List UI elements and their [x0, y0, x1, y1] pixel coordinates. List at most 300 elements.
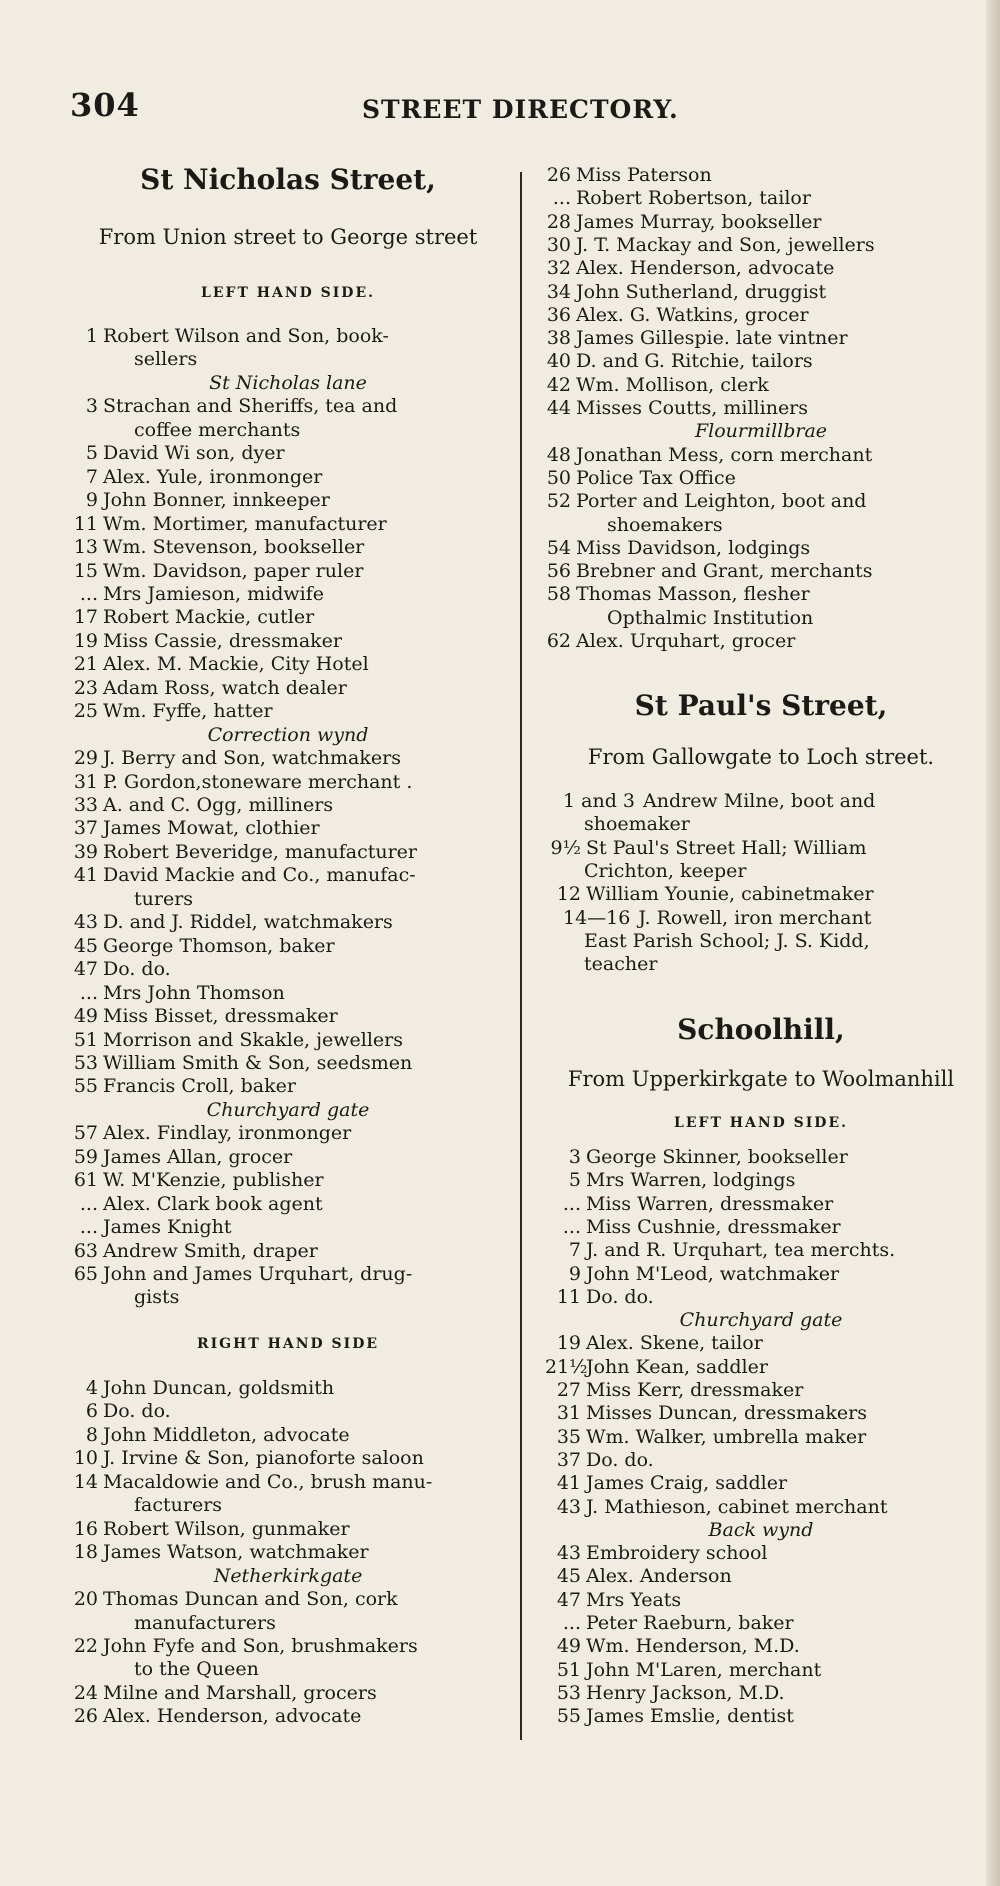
house-number: 45 — [556, 1565, 581, 1588]
directory-entry — [72, 1240, 504, 1263]
house-number: 48 — [546, 443, 571, 466]
side-heading-text: RIGHT HAND SIDE — [196, 1336, 380, 1352]
street-title-text: St Nicholas Street, — [140, 163, 436, 196]
occupant-text: Porter and Leighton, boot and — [576, 490, 867, 513]
occupant-text: Miss Cassie, dressmaker — [103, 629, 343, 652]
occupant-text: Alex. Findlay, ironmonger — [103, 1122, 352, 1145]
directory-entry — [545, 630, 977, 653]
directory-entry — [72, 677, 504, 700]
continuation-text: Crichton, keeper — [584, 859, 747, 882]
house-number: ... — [79, 1216, 98, 1239]
occupant-text: Alex. Anderson — [586, 1565, 732, 1588]
occupant-text: Do. do. — [586, 1448, 654, 1471]
directory-entry — [72, 1216, 504, 1239]
directory-entry — [72, 1122, 504, 1145]
directory-entry — [72, 513, 504, 536]
occupant-text: Wm. Stevenson, bookseller — [103, 536, 365, 559]
house-number: 30 — [546, 233, 571, 256]
occupant-text: David Mackie and Co., manufac- — [103, 864, 416, 887]
lane-name: Churchyard gate — [206, 1098, 370, 1121]
occupant-text: James Murray, bookseller — [576, 210, 822, 233]
occupant-text: James Emslie, dentist — [586, 1705, 794, 1728]
entry-continuation — [545, 930, 1000, 953]
house-number: 26 — [73, 1705, 98, 1728]
directory-entry — [545, 1565, 977, 1588]
directory-entry — [72, 771, 504, 794]
directory-entry — [72, 630, 504, 653]
directory-entry — [72, 1400, 504, 1423]
directory-entry — [545, 837, 977, 860]
house-number: 36 — [546, 303, 571, 326]
occupant-text: James Mowat, clothier — [103, 817, 320, 840]
house-number: 38 — [546, 327, 571, 350]
house-number: 1 — [85, 325, 98, 347]
entry-continuation — [545, 953, 1000, 976]
house-number: 18 — [73, 1541, 98, 1564]
house-number: 34 — [546, 280, 571, 303]
house-number: 32 — [546, 257, 571, 280]
house-number: 22 — [73, 1634, 98, 1657]
directory-entry — [545, 444, 977, 467]
lane-heading — [545, 1519, 977, 1542]
house-number: 27 — [556, 1379, 581, 1401]
street-title — [72, 164, 504, 196]
house-number: 50 — [546, 466, 571, 489]
occupant-text: J. and R. Urquhart, tea merchts. — [586, 1239, 896, 1262]
entry-continuation — [72, 1658, 566, 1681]
house-number: 43 — [556, 1542, 581, 1565]
directory-entry — [545, 1542, 977, 1565]
house-number: 23 — [73, 676, 98, 699]
house-number: 56 — [546, 560, 571, 583]
directory-entry — [72, 1588, 504, 1611]
occupant-text: John Bonner, innkeeper — [103, 489, 330, 512]
directory-entry — [545, 350, 977, 373]
occupant-text: Miss Davidson, lodgings — [576, 536, 811, 559]
house-number: 63 — [73, 1239, 98, 1262]
directory-entry — [545, 164, 977, 187]
lane-heading — [545, 420, 977, 443]
directory-entry — [545, 211, 977, 234]
house-number: 53 — [73, 1051, 98, 1074]
occupant-text: John Middleton, advocate — [103, 1423, 350, 1446]
directory-entry — [72, 1705, 504, 1728]
occupant-text: William Smith & Son, seedsmen — [103, 1051, 413, 1074]
occupant-text: Miss Warren, dressmaker — [586, 1192, 834, 1215]
directory-entry — [72, 1052, 504, 1075]
occupant-text: J. Mathieson, cabinet merchant — [586, 1495, 888, 1518]
house-number: 31 — [73, 770, 98, 793]
occupant-text: Strachan and Sheriffs, tea and — [103, 395, 398, 418]
house-number: 8 — [85, 1423, 98, 1446]
directory-entry — [545, 1659, 977, 1682]
directory-entry — [72, 1471, 504, 1494]
directory-entry — [72, 982, 504, 1005]
occupant-text: Alex. Skene, tailor — [586, 1332, 763, 1355]
occupant-text: Wm. Mollison, clerk — [576, 373, 769, 396]
street-title — [545, 1014, 977, 1046]
directory-entry — [545, 187, 977, 210]
house-number: 19 — [556, 1332, 581, 1355]
house-number: 53 — [556, 1681, 581, 1704]
occupant-text: D. and J. Riddel, watchmakers — [103, 911, 393, 934]
occupant-text: John Kean, saddler — [586, 1355, 768, 1378]
house-number: 37 — [556, 1448, 581, 1471]
occupant-text: Miss Bisset, dressmaker — [103, 1005, 338, 1028]
house-number: 35 — [556, 1425, 581, 1448]
entry-continuation — [72, 419, 566, 442]
occupant-text: Andrew Smith, draper — [103, 1239, 318, 1262]
occupant-text: Alex. Henderson, advocate — [576, 257, 835, 280]
occupant-text: John Sutherland, druggist — [576, 280, 827, 303]
occupant-text: Brebner and Grant, merchants — [576, 560, 873, 583]
house-number: 9 — [85, 489, 98, 512]
house-number: 16 — [73, 1517, 98, 1540]
house-number: 9 — [568, 1262, 581, 1285]
occupant-text: John M'Laren, merchant — [586, 1658, 822, 1681]
directory-entry — [72, 817, 504, 840]
house-number: 17 — [73, 606, 98, 629]
occupant-text: Robert Mackie, cutler — [103, 606, 315, 629]
entry-continuation — [545, 514, 1000, 537]
occupant-text: W. M'Kenzie, publisher — [103, 1169, 324, 1192]
house-number: ... — [79, 582, 98, 605]
house-number: 55 — [73, 1075, 98, 1098]
house-number: 58 — [546, 583, 571, 606]
continuation-text: teacher — [584, 953, 658, 976]
occupant-text: George Thomson, baker — [103, 934, 335, 957]
directory-entry — [545, 1239, 977, 1262]
house-number: 15 — [73, 559, 98, 582]
side-heading-text: LEFT HAND SIDE. — [201, 285, 375, 301]
entry-continuation — [72, 888, 566, 911]
occupant-text: A. and C. Ogg, milliners — [103, 794, 334, 816]
directory-entry — [545, 1216, 977, 1239]
continuation-text: manufacturers — [134, 1611, 276, 1634]
occupant-text: Do. do. — [103, 958, 171, 981]
occupant-text: George Skinner, bookseller — [586, 1146, 848, 1168]
lane-heading — [72, 372, 504, 395]
house-number: 57 — [73, 1122, 98, 1145]
directory-entry — [545, 1263, 977, 1286]
directory-entry — [545, 1449, 977, 1472]
directory-entry — [72, 606, 504, 629]
house-number: 20 — [73, 1588, 98, 1611]
directory-entry — [545, 1169, 977, 1192]
occupant-text: Mrs John Thomson — [103, 981, 285, 1004]
continuation-text: facturers — [134, 1494, 223, 1517]
house-number: 7 — [85, 465, 98, 488]
entry-continuation — [545, 607, 1000, 630]
entry-continuation — [72, 1612, 566, 1635]
occupant-text: Robert Robertson, tailor — [576, 187, 811, 210]
directory-entry — [72, 794, 504, 817]
house-number: 41 — [73, 864, 98, 887]
directory-entry — [72, 653, 504, 676]
occupant-text: J. Rowell, iron merchant — [638, 906, 872, 929]
directory-entry — [545, 1356, 977, 1379]
house-number: 14 — [73, 1470, 98, 1493]
directory-entry — [545, 883, 977, 906]
house-number: 19 — [73, 629, 98, 652]
house-number: ... — [562, 1192, 581, 1215]
occupant-text: Police Tax Office — [576, 466, 736, 489]
house-number: 21 — [73, 653, 98, 676]
directory-entry — [545, 467, 977, 490]
house-number: 47 — [73, 958, 98, 981]
house-number: 7 — [568, 1239, 581, 1262]
occupant-text: William Younie, cabinetmaker — [586, 883, 874, 906]
street-extent — [545, 746, 977, 769]
house-number: 42 — [546, 373, 571, 396]
house-number: 61 — [73, 1169, 98, 1192]
directory-entry — [545, 234, 977, 257]
occupant-text: Alex. M. Mackie, City Hotel — [103, 653, 369, 676]
house-number: 31 — [556, 1402, 581, 1425]
house-number: 43 — [73, 911, 98, 934]
house-number: ... — [562, 1612, 581, 1634]
house-number: 25 — [73, 700, 98, 723]
occupant-text: Francis Croll, baker — [103, 1075, 296, 1098]
directory-entry — [72, 1377, 504, 1400]
occupant-text: Do. do. — [586, 1285, 654, 1308]
house-number: 26 — [546, 164, 571, 186]
occupant-text: James Knight — [103, 1216, 232, 1239]
occupant-text: Wm. Davidson, paper ruler — [103, 559, 364, 582]
directory-entry — [545, 1402, 977, 1425]
lane-name: Back wynd — [708, 1518, 814, 1541]
occupant-text: Alex. Urquhart, grocer — [576, 630, 796, 652]
street-extent — [72, 226, 504, 249]
street-title-text: St Paul's Street, — [634, 689, 888, 722]
street-extent — [545, 1068, 977, 1091]
street-title — [545, 690, 977, 722]
occupant-text: J. Irvine & Son, pianoforte saloon — [103, 1447, 424, 1470]
directory-entry — [72, 958, 504, 981]
house-number: 29 — [73, 747, 98, 770]
continuation-text: East Parish School; J. S. Kidd, — [584, 929, 870, 952]
occupant-text: John M'Leod, watchmaker — [586, 1262, 840, 1285]
occupant-text: John Duncan, goldsmith — [103, 1377, 335, 1399]
house-number: ... — [552, 187, 571, 210]
occupant-text: D. and G. Ritchie, tailors — [576, 350, 813, 373]
directory-entry — [545, 1193, 977, 1216]
occupant-text: Miss Kerr, dressmaker — [586, 1379, 804, 1401]
occupant-text: Do. do. — [103, 1400, 171, 1423]
occupant-text: James Gillespie. late vintner — [576, 327, 848, 350]
continuation-text: Opthalmic Institution — [607, 606, 814, 629]
lane-name: Churchyard gate — [679, 1309, 843, 1332]
occupant-text: Mrs Warren, lodgings — [586, 1169, 796, 1192]
directory-entry — [72, 864, 504, 887]
occupant-text: Miss Cushnie, dressmaker — [586, 1215, 841, 1238]
lane-heading — [545, 1309, 977, 1332]
directory-entry — [545, 790, 977, 813]
occupant-text: Alex. G. Watkins, grocer — [576, 303, 809, 326]
occupant-text: Thomas Duncan and Son, cork — [103, 1588, 398, 1611]
occupant-text: Morrison and Skakle, jewellers — [103, 1028, 404, 1051]
directory-entry — [545, 1635, 977, 1658]
house-number: 39 — [73, 840, 98, 863]
house-number: ... — [79, 981, 98, 1004]
occupant-text: John and James Urquhart, drug- — [103, 1263, 413, 1285]
directory-entry — [72, 700, 504, 723]
occupant-text: Andrew Milne, boot and — [642, 790, 876, 812]
directory-entry — [72, 442, 504, 465]
directory-entry — [545, 1332, 977, 1355]
directory-entry — [545, 537, 977, 560]
house-number: 14—16 — [563, 906, 631, 929]
running-head: STREET DIRECTORY. — [362, 95, 679, 124]
house-number: 11 — [73, 512, 98, 535]
directory-entry — [72, 1518, 504, 1541]
directory-entry — [545, 560, 977, 583]
directory-entry — [545, 1286, 977, 1309]
occupant-text: Adam Ross, watch dealer — [103, 676, 347, 699]
house-number: 1 and 3 — [563, 790, 635, 812]
occupant-text: James Watson, watchmaker — [103, 1541, 369, 1564]
occupant-text: Robert Beveridge, manufacturer — [103, 840, 418, 863]
occupant-text: Peter Raeburn, baker — [586, 1612, 794, 1634]
directory-entry — [545, 907, 977, 930]
house-number: 9½ — [550, 836, 581, 859]
page-number: 304 — [70, 86, 140, 124]
entry-continuation — [72, 1286, 566, 1309]
entry-continuation — [72, 348, 566, 371]
directory-entry — [72, 1263, 504, 1286]
side-heading — [545, 1112, 977, 1135]
house-number: 24 — [73, 1681, 98, 1704]
house-number: 59 — [73, 1145, 98, 1168]
directory-entry — [72, 325, 504, 348]
directory-entry — [545, 1682, 977, 1705]
continuation-text: shoemaker — [584, 813, 690, 836]
directory-entry — [545, 1472, 977, 1495]
directory-entry — [72, 489, 504, 512]
occupant-text: Misses Duncan, dressmakers — [586, 1402, 867, 1425]
house-number: 40 — [546, 350, 571, 373]
directory-entry — [545, 281, 977, 304]
house-number: 3 — [568, 1146, 581, 1168]
house-number: 11 — [556, 1285, 581, 1308]
directory-entry — [72, 583, 504, 606]
house-number: 54 — [546, 536, 571, 559]
occupant-text: Mrs Yeats — [586, 1588, 682, 1611]
house-number: 28 — [546, 210, 571, 233]
occupant-text: James Allan, grocer — [103, 1145, 293, 1168]
house-number: 44 — [546, 397, 571, 419]
house-number: 51 — [556, 1658, 581, 1681]
directory-entry — [545, 1146, 977, 1169]
continuation-text: gists — [134, 1286, 180, 1309]
occupant-text: Alex. Yule, ironmonger — [103, 465, 323, 488]
occupant-text: Mrs Jamieson, midwife — [103, 582, 324, 605]
lane-name: Flourmillbrae — [694, 420, 828, 443]
directory-entry — [72, 747, 504, 770]
directory-entry — [545, 583, 977, 606]
directory-entry — [72, 1169, 504, 1192]
lane-name: St Nicholas lane — [209, 371, 367, 394]
street-title-text: Schoolhill, — [677, 1013, 845, 1046]
house-number: ... — [562, 1215, 581, 1238]
directory-entry — [545, 1612, 977, 1635]
entry-continuation — [545, 813, 1000, 836]
house-number: 62 — [546, 630, 571, 652]
directory-entry — [72, 911, 504, 934]
side-heading — [72, 1333, 504, 1356]
directory-entry — [545, 1705, 977, 1728]
entry-continuation — [72, 1494, 566, 1517]
occupant-text: J. Berry and Son, watchmakers — [103, 747, 401, 770]
directory-entry — [545, 327, 977, 350]
lane-heading — [72, 724, 504, 747]
occupant-text: St Paul's Street Hall; William — [586, 836, 867, 859]
directory-entry — [545, 1379, 977, 1402]
occupant-text: Alex. Henderson, advocate — [103, 1705, 362, 1728]
lane-name: Correction wynd — [207, 723, 369, 746]
directory-entry — [72, 1424, 504, 1447]
house-number: 33 — [73, 794, 98, 816]
directory-entry — [72, 1005, 504, 1028]
house-number: 5 — [568, 1169, 581, 1192]
side-heading-text: LEFT HAND SIDE. — [674, 1115, 848, 1131]
continuation-text: sellers — [134, 348, 198, 371]
occupant-text: Jonathan Mess, corn merchant — [576, 443, 873, 466]
directory-entry — [72, 1447, 504, 1470]
occupant-text: Milne and Marshall, grocers — [103, 1681, 377, 1704]
house-number: 55 — [556, 1705, 581, 1728]
house-number: 51 — [73, 1028, 98, 1051]
directory-entry — [72, 466, 504, 489]
occupant-text: Thomas Masson, flesher — [576, 583, 810, 606]
directory-entry — [72, 1193, 504, 1216]
occupant-text: J. T. Mackay and Son, jewellers — [576, 233, 875, 256]
occupant-text: Wm. Henderson, M.D. — [586, 1635, 800, 1658]
occupant-text: P. Gordon,stoneware merchant . — [103, 770, 413, 793]
continuation-text: coffee merchants — [134, 418, 301, 441]
occupant-text: Macaldowie and Co., brush manu- — [103, 1470, 433, 1493]
directory-entry — [72, 1075, 504, 1098]
occupant-text: Robert Wilson and Son, book- — [103, 325, 389, 347]
street-extent-text: From Union street to George street — [98, 225, 478, 249]
occupant-text: Wm. Walker, umbrella maker — [586, 1425, 867, 1448]
occupant-text: Henry Jackson, M.D. — [586, 1681, 785, 1704]
directory-entry — [72, 1541, 504, 1564]
occupant-text: Wm. Mortimer, manufacturer — [103, 512, 387, 535]
continuation-text: shoemakers — [607, 513, 723, 536]
lane-heading — [72, 1565, 504, 1588]
directory-entry — [545, 490, 977, 513]
house-number: 6 — [85, 1400, 98, 1423]
house-number: 41 — [556, 1472, 581, 1495]
directory-entry — [72, 1682, 504, 1705]
directory-entry — [545, 1589, 977, 1612]
occupant-text: John Fyfe and Son, brushmakers — [103, 1634, 418, 1657]
street-extent-text: From Upperkirkgate to Woolmanhill — [567, 1067, 955, 1091]
directory-entry — [545, 304, 977, 327]
entry-continuation — [545, 860, 1000, 883]
house-number: 45 — [73, 934, 98, 957]
house-number: 37 — [73, 817, 98, 840]
directory-entry — [545, 1496, 977, 1519]
lane-name: Netherkirkgate — [213, 1564, 363, 1587]
occupant-text: Wm. Fyffe, hatter — [103, 700, 273, 723]
house-number: 3 — [85, 395, 98, 418]
house-number: 12 — [556, 883, 581, 906]
occupant-text: Alex. Clark book agent — [103, 1192, 323, 1215]
directory-entry — [72, 1146, 504, 1169]
occupant-text: Misses Coutts, milliners — [576, 397, 809, 419]
